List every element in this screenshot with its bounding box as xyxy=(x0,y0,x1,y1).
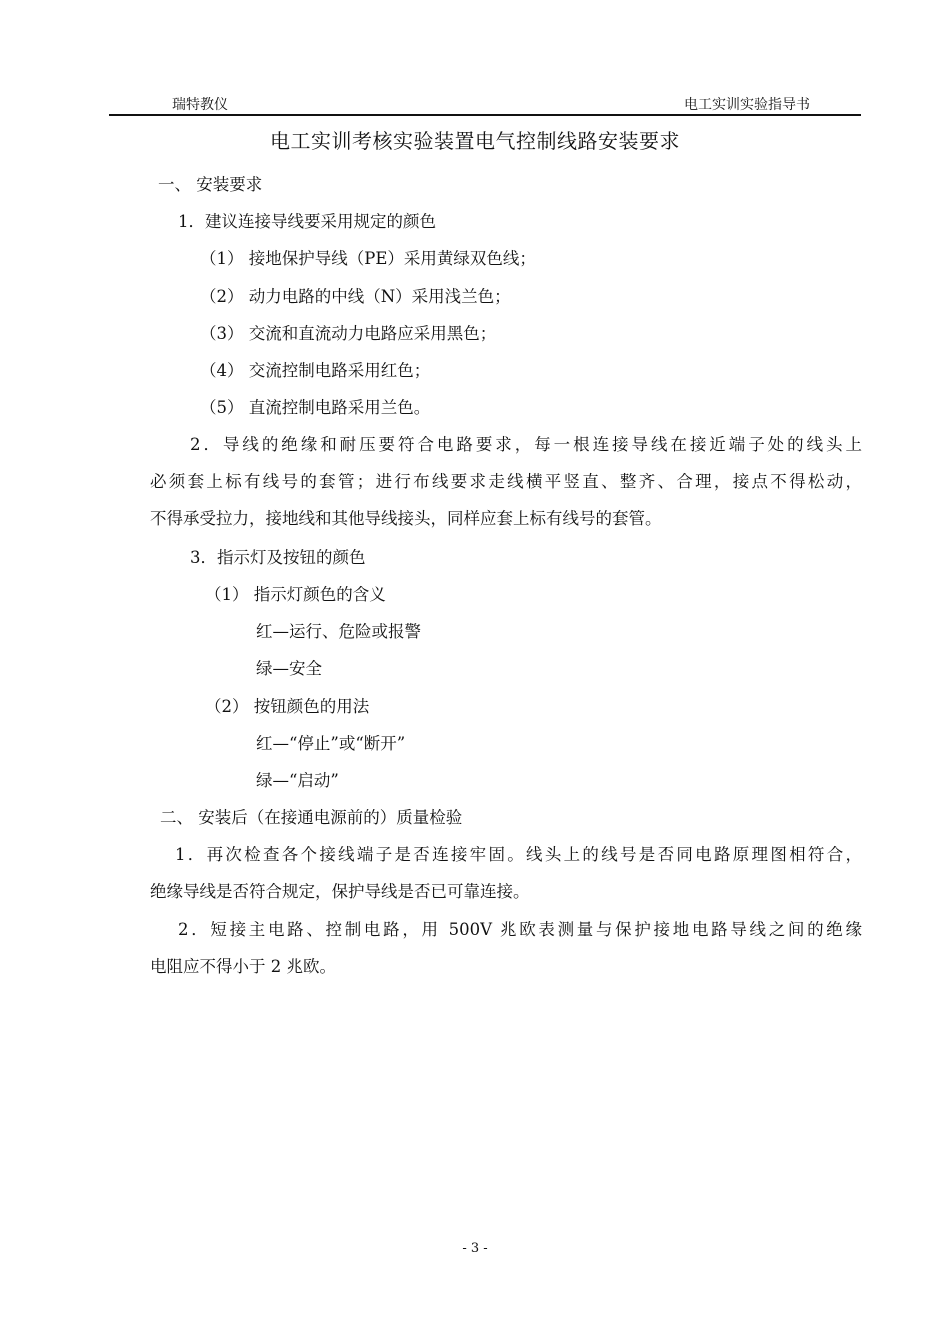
indicator-color-line: 红—运行、危险或报警 xyxy=(256,622,421,641)
paragraph-line: 不得承受拉力，接地线和其他导线接头，同样应套上标有线号的套管。 xyxy=(150,509,662,528)
header-rule xyxy=(109,114,861,116)
color-rule-item: （5） 直流控制电路采用兰色。 xyxy=(200,398,431,417)
paragraph-line: 2．导线的绝缘和耐压要符合电路要求，每一根连接导线在接近端子处的线头上 xyxy=(190,435,862,454)
paragraph-line: 必须套上标有线号的套管；进行布线要求走线横平竖直、整齐、合理，接点不得松动， xyxy=(150,472,862,491)
document-title: 电工实训考核实验装置电气控制线路安装要求 xyxy=(270,129,680,153)
color-rule-item: （1） 接地保护导线（PE）采用黄绿双色线； xyxy=(200,249,536,268)
color-rule-item: （3） 交流和直流动力电路应采用黑色； xyxy=(200,324,497,343)
indicator-color-heading: （1） 指示灯颜色的含义 xyxy=(205,585,386,604)
section1-item3-heading: 3．指示灯及按钮的颜色 xyxy=(190,548,366,567)
section2-item2-paragraph xyxy=(150,911,862,985)
page-number: - 3 - xyxy=(462,1241,488,1256)
color-rule-item: （4） 交流控制电路采用红色； xyxy=(200,361,431,380)
header-right-text: 电工实训实验指导书 xyxy=(684,97,810,113)
section1-heading: 一、 安装要求 xyxy=(158,175,263,194)
button-color-line: 绿—“启动” xyxy=(256,771,339,790)
paragraph-line: 1．再次检查各个接线端子是否连接牢固。线头上的线号是否同电路原理图相符合， xyxy=(175,845,862,864)
color-rule-item: （2） 动力电路的中线（N）采用浅兰色； xyxy=(200,287,511,306)
button-color-heading: （2） 按钮颜色的用法 xyxy=(205,697,370,716)
section1-item2-paragraph xyxy=(150,426,862,537)
section2-heading: 二、 安装后（在接通电源前的）质量检验 xyxy=(160,808,463,827)
header-left-text: 瑞特教仪 xyxy=(172,97,228,113)
section2-item1-paragraph xyxy=(150,836,862,910)
button-color-line: 红—“停止”或“断开” xyxy=(256,734,406,753)
paragraph-line: 电阻应不得小于 2 兆欧。 xyxy=(150,957,336,976)
indicator-color-line: 绿—安全 xyxy=(256,659,322,678)
section1-item1-heading: 1．建议连接导线要采用规定的颜色 xyxy=(178,212,436,231)
paragraph-line: 2．短接主电路、控制电路，用 500V 兆欧表测量与保护接地电路导线之间的绝缘 xyxy=(178,920,862,939)
paragraph-line: 绝缘导线是否符合规定，保护导线是否已可靠连接。 xyxy=(150,882,530,901)
